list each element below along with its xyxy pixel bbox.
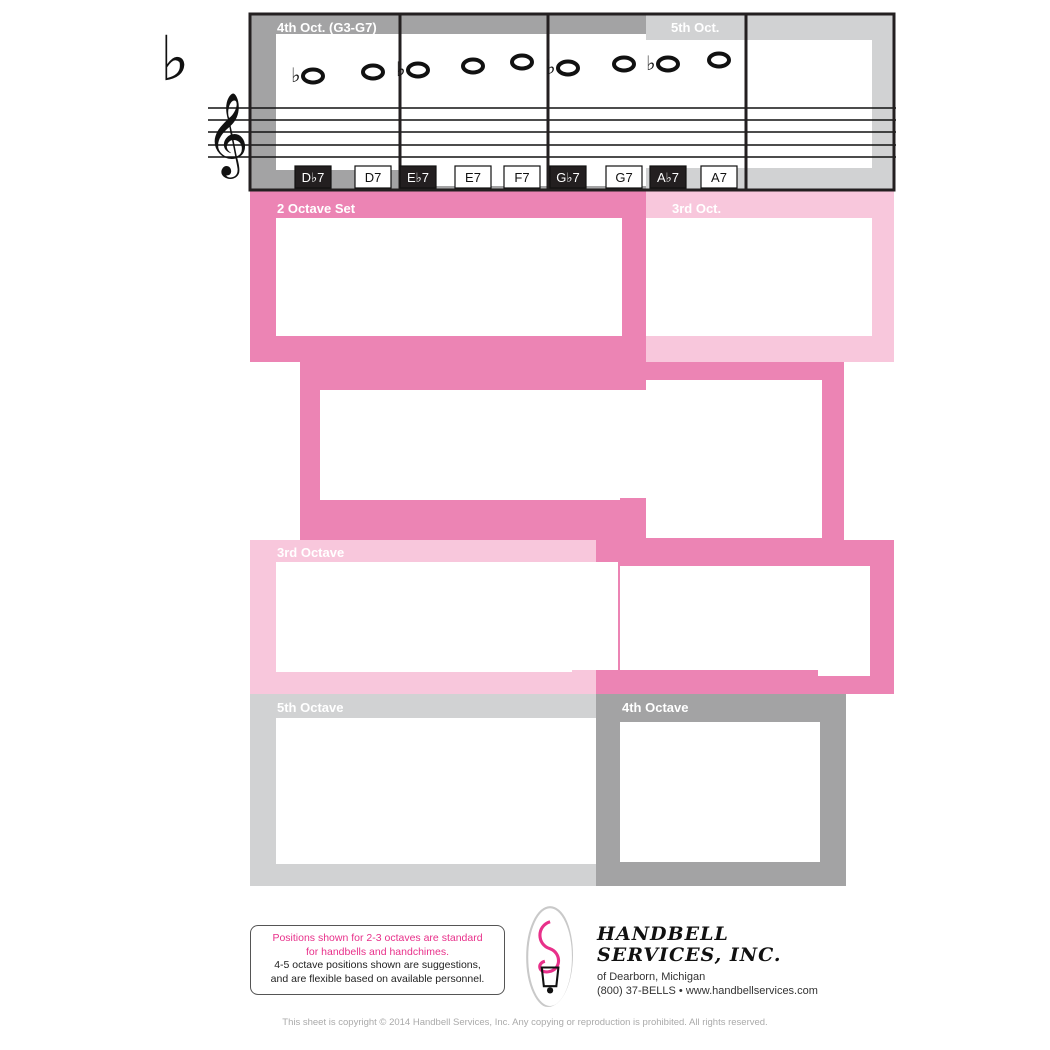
company-details	[597, 970, 818, 998]
legend-line-4: and are flexible based on available personnel.	[270, 972, 485, 985]
company-name-line-2: SERVICES, INC.	[597, 944, 782, 966]
flat-accidental: ♭	[546, 55, 556, 79]
white-window	[646, 380, 822, 538]
white-window	[498, 390, 646, 498]
white-window	[620, 722, 820, 862]
white-window	[572, 718, 596, 864]
white-window	[572, 562, 618, 670]
white-window	[276, 218, 622, 336]
treble-clef-icon: 𝄞	[206, 91, 249, 175]
white-window	[646, 218, 872, 336]
flat-accidental: ♭	[291, 63, 301, 87]
flat-accidental: ♭	[396, 57, 406, 81]
company-contact: (800) 37-BELLS • www.handbellservices.com	[597, 985, 818, 997]
legend-line-2: for handbells and handchimes.	[305, 945, 449, 958]
copyright-notice: This sheet is copyright © 2014 Handbell Services, Inc. Any copying or reproduction is prohibited. All rights reserved.	[282, 1017, 768, 1028]
note-label: D♭7	[301, 170, 325, 185]
note-label: G♭7	[556, 170, 580, 185]
octave-banner-oct4_g3_g7: 4th Oct. (G3-G7)	[277, 20, 377, 35]
legend-line-3: 4-5 octave positions shown are suggestions,	[274, 959, 481, 971]
octave-banner-oct5_top: 5th Oct.	[671, 20, 720, 35]
white-window	[646, 40, 872, 168]
handbell-logo-icon	[523, 903, 573, 1007]
octave-banner-oct4_bass: 4th Octave	[622, 700, 689, 715]
octave-banner-oct5_bass: 5th Octave	[277, 700, 344, 715]
note-label: F7	[514, 170, 530, 185]
note-label: E♭7	[406, 170, 430, 185]
white-window	[620, 566, 820, 670]
note-label: E7	[465, 170, 481, 185]
legend-note	[250, 925, 505, 995]
company-name	[597, 924, 781, 966]
white-window	[818, 566, 870, 676]
white-windows	[276, 34, 872, 864]
legend-line-1: Positions shown for 2-3 octaves are standard	[272, 932, 483, 944]
white-window	[276, 562, 572, 672]
note-label: G7	[615, 170, 633, 185]
octave-banner-two_octave_set: 2 Octave Set	[277, 201, 356, 216]
octave-banner-oct3_top: 3rd Oct.	[672, 201, 722, 216]
company-location: of Dearborn, Michigan	[597, 971, 706, 983]
note-label: D7	[364, 170, 382, 185]
key-signature-flat: ♭	[160, 22, 190, 95]
note-label: A7	[711, 170, 727, 185]
white-window	[276, 718, 572, 864]
note-label: A♭7	[656, 170, 680, 185]
flat-accidental: ♭	[646, 51, 656, 75]
octave-banner-oct3_bass: 3rd Octave	[277, 545, 345, 560]
company-name-line-1: HANDBELL	[597, 923, 729, 945]
